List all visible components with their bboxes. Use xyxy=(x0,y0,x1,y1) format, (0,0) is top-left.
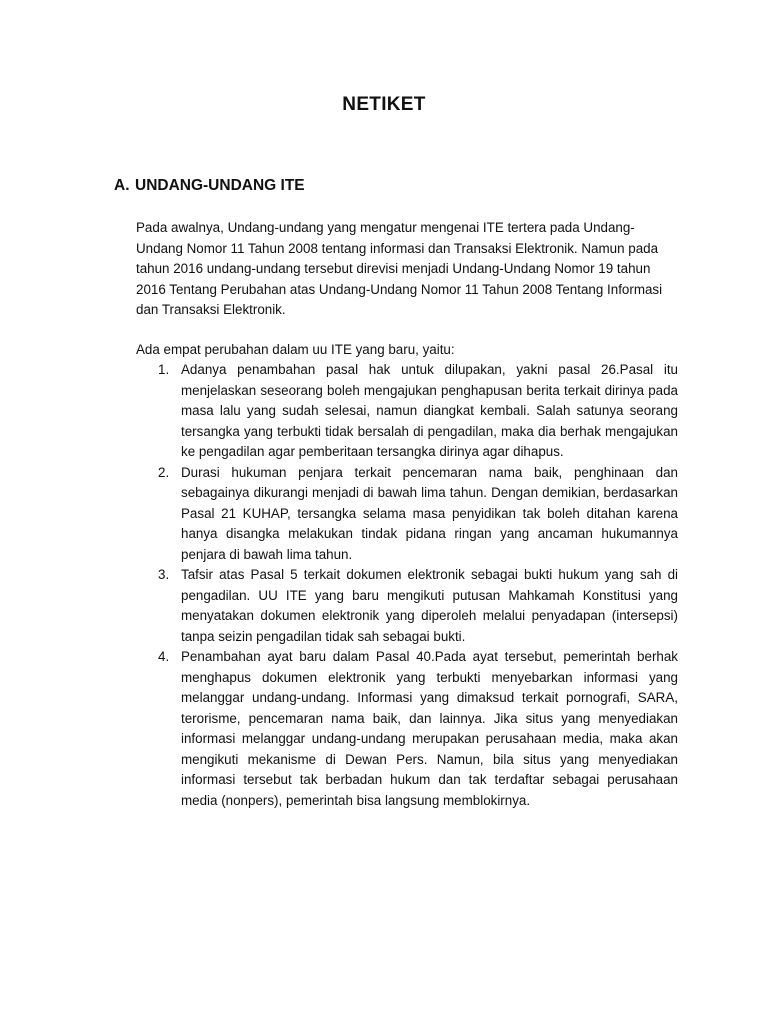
list-item-number: 1. xyxy=(158,362,170,377)
section-heading xyxy=(114,177,305,195)
list-item-number: 2. xyxy=(158,464,170,480)
list-item xyxy=(136,360,678,463)
list-item-number: 3. xyxy=(158,567,170,582)
list-item-text: Tafsir atas Pasal 5 terkait dokumen elektronik sebagai bukti hukum yang sah di pengadilan. UU ITE yang baru mengikuti putusan Mahkamah Konstitusi yang menyatakan dokumen elektronik yang diperoleh melalui penyadapan (intersepsi) tanpa seizin pengadilan tidak sah sebagai bukti. xyxy=(181,567,678,644)
list-item-number: 4. xyxy=(158,649,170,664)
list-item-text: Penambahan ayat baru dalam Pasal 40.Pada ayat tersebut, pemerintah berhak menghapus dokumen elektronik yang terbukti menyebarkan informasi yang melanggar undang-undang. Informasi yang dimaksud terkait pornografi, SARA, terorisme, pencemaran nama baik, dan lainnya. Jika situs yang menyediakan informasi melanggar undang-undang merupakan perusahaan media, maka akan mengikuti mekanisme di Dewan Pers. Namun, bila situs yang menyediakan informasi tersebut tak berbadan hukum dan tak terdaftar sebagai perusahaan media (nonpers), pemerintah bisa langsung memblokirnya. xyxy=(181,649,678,808)
page-title: NETIKET xyxy=(342,94,426,115)
changes-list xyxy=(136,360,678,811)
intro-paragraph: Pada awalnya, Undang-undang yang mengatur mengenai ITE tertera pada Undang-Undang Nomor 11 Tahun 2008 tentang informasi dan Transaksi Elektronik. Namun pada tahun 2016 undang-undang tersebut direvisi menjadi Undang-Undang Nomor 19 tahun 2016 Tentang Perubahan atas Undang-Undang Nomor 11 Tahun 2008 Tentang Informasi dan Transaksi Elektronik. xyxy=(136,220,663,317)
list-item xyxy=(136,463,678,566)
list-item-text: Durasi hukuman penjara terkait pencemaran nama baik, penghinaan dan sebagainya dikurangi menjadi di bawah lima tahun. Dengan demikian, berdasarkan Pasal 21 KUHAP, tersangka selama masa penyidikan tak boleh ditahan karena hanya disangka melakukan tindak pidana ringan yang ancaman hukumannya penjara di bawah lima tahun. xyxy=(181,464,678,562)
list-item xyxy=(136,647,678,811)
section-title: UNDANG-UNDANG ITE xyxy=(135,177,305,194)
list-intro: Ada empat perubahan dalam uu ITE yang baru, yaitu: xyxy=(136,342,455,357)
section-letter: A. xyxy=(114,177,130,194)
list-item-text: Adanya penambahan pasal hak untuk dilupakan, yakni pasal 26.Pasal itu menjelaskan seseorang boleh mengajukan penghapusan berita terkait dirinya pada masa lalu yang sudah selesai, namun diangkat kembali. Salah satunya seorang tersangka yang terbukti tidak bersalah di pengadilan, maka dia berhak mengajukan ke pengadilan agar pemberitaan tersangka dirinya agar dihapus. xyxy=(181,362,678,459)
list-item xyxy=(136,565,678,647)
